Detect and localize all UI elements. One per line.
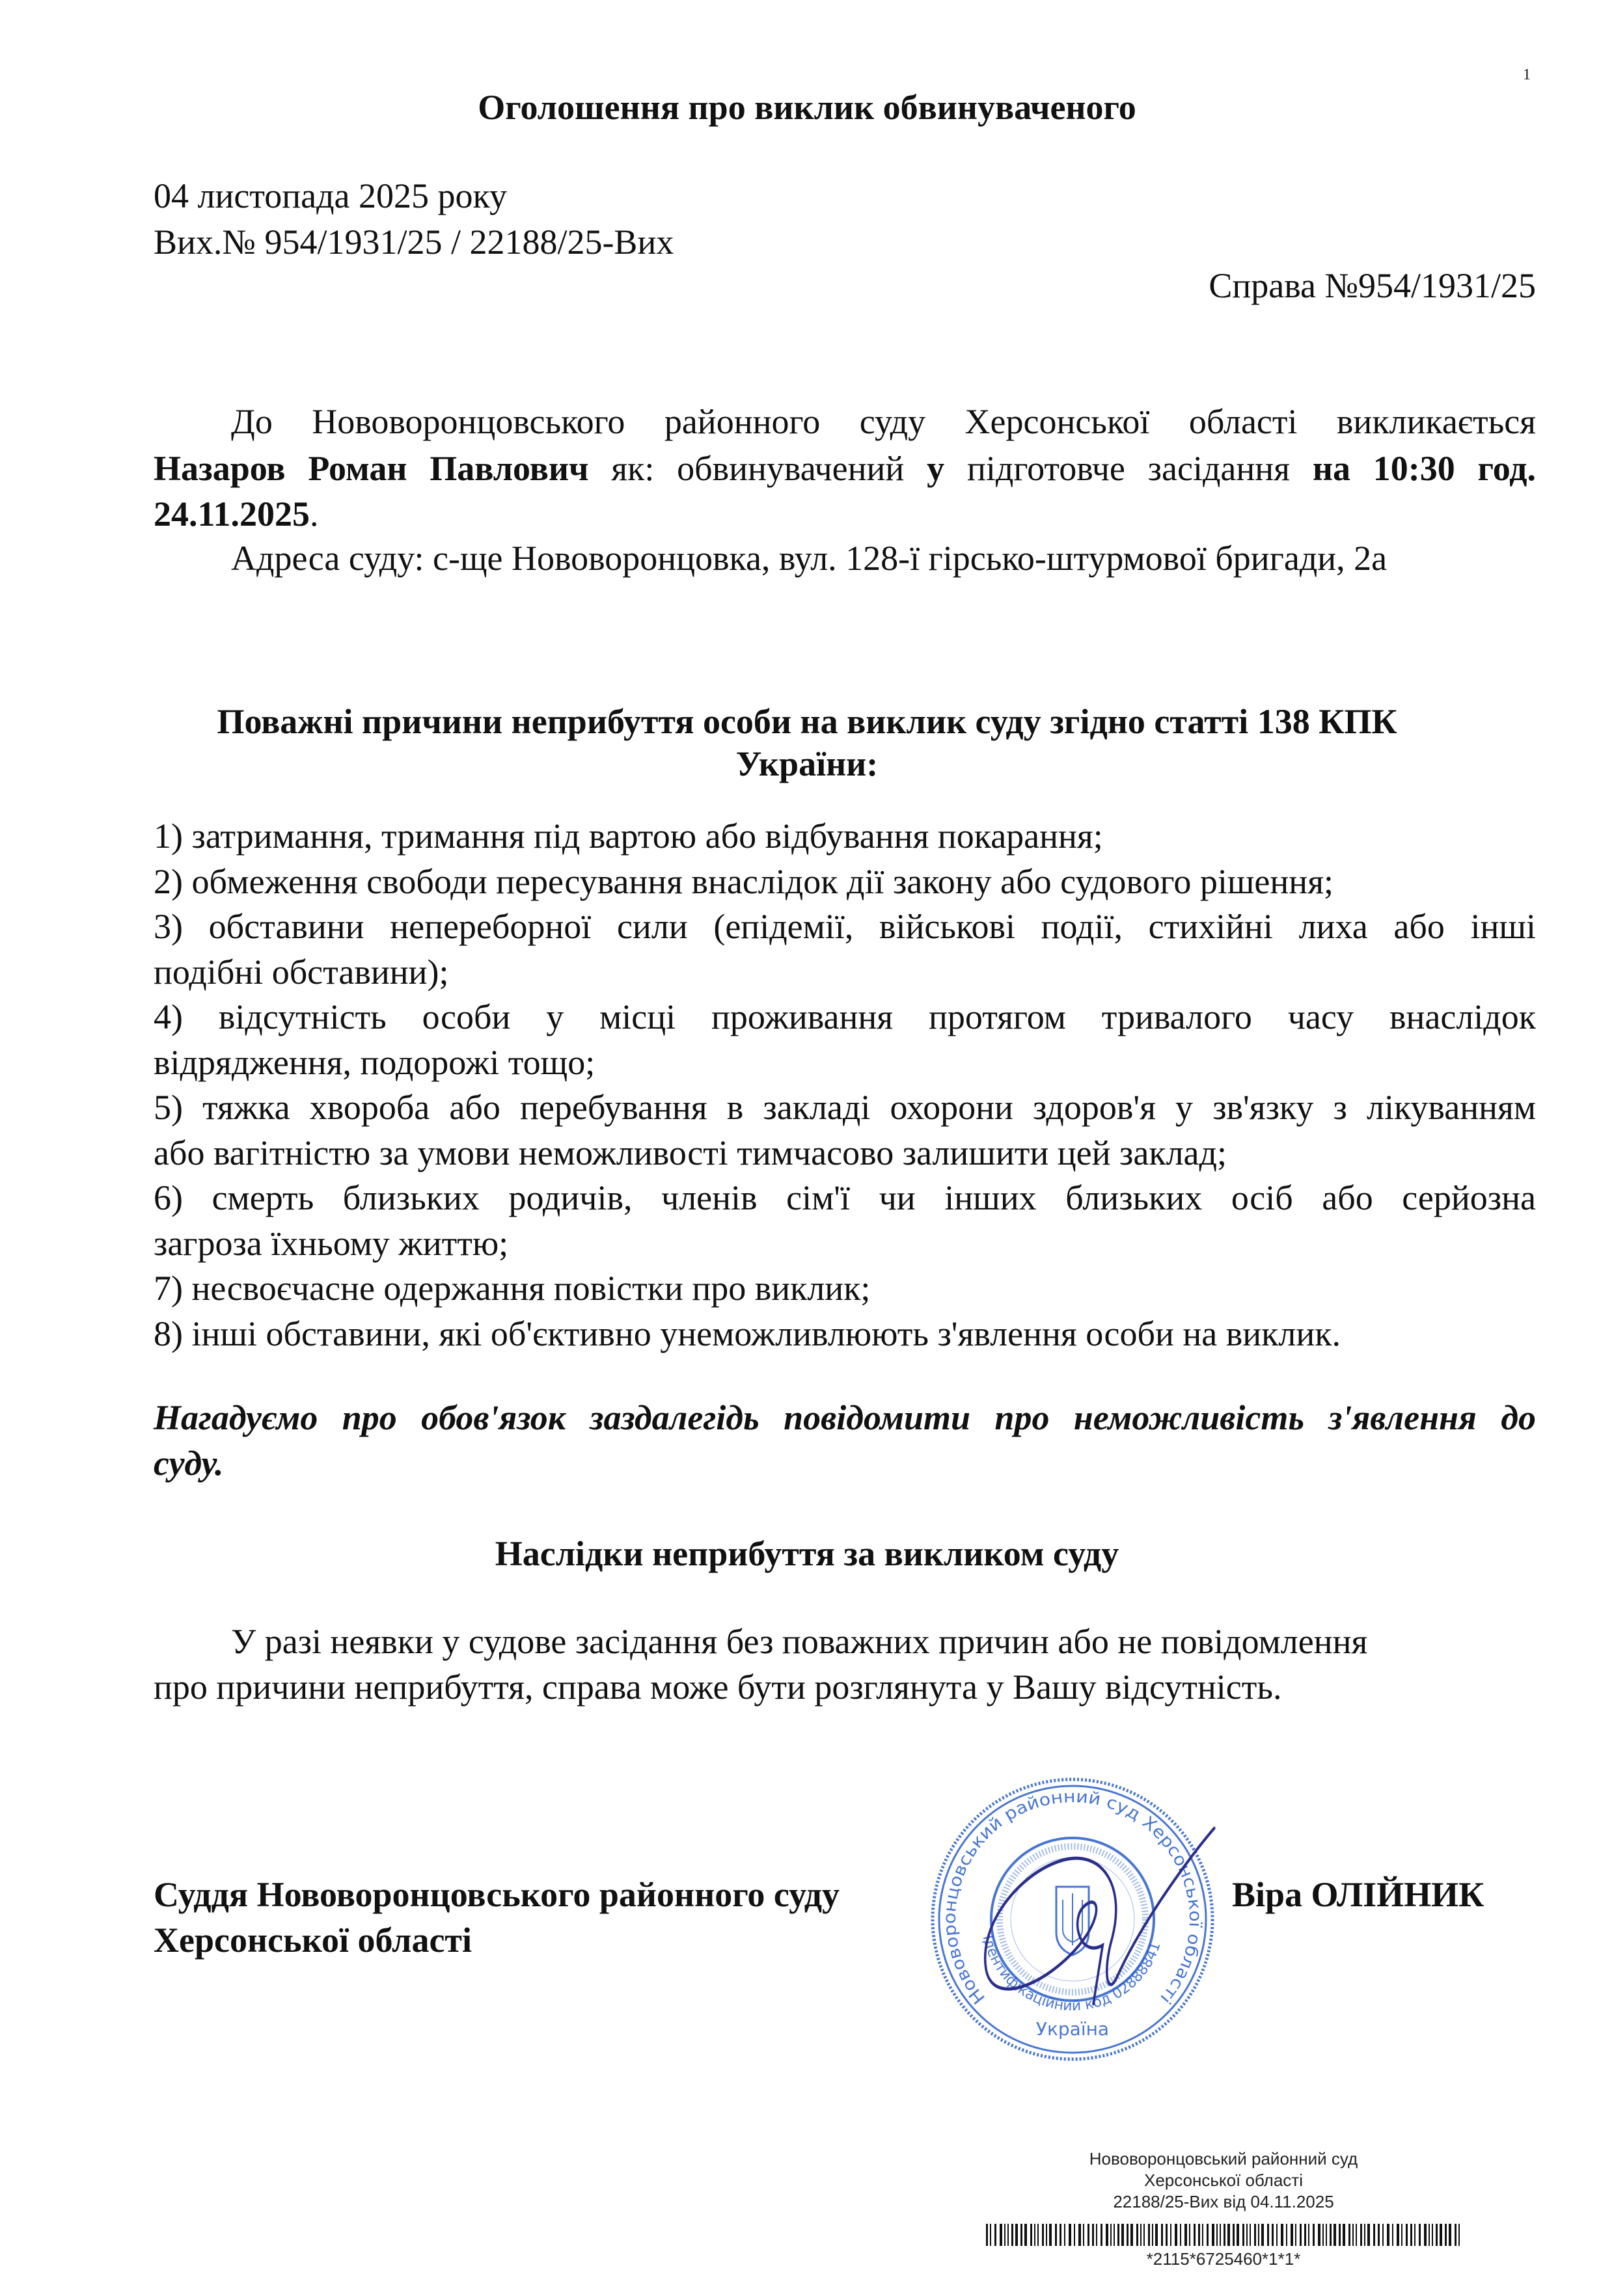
reminder-line1: Нагадуємо про обов'язок заздалегідь повідомити про неможливість з'явлення до <box>154 1398 1536 1437</box>
barcode-bar <box>1117 2224 1119 2246</box>
barcode-bar <box>1334 2224 1336 2246</box>
barcode-bar <box>1237 2224 1239 2246</box>
footer-region: Херсонської області <box>1144 2170 1303 2190</box>
barcode-bar <box>1227 2224 1230 2246</box>
barcode-bar <box>1030 2224 1032 2246</box>
reason-item: 6) смерть близьких родичів, членів сім'ї чи інших близьких осіб або серйозна <box>154 1178 1536 1217</box>
barcode-bar <box>1202 2224 1203 2246</box>
barcode-bar <box>1175 2224 1177 2246</box>
barcode-bar <box>1295 2224 1296 2246</box>
barcode-bar <box>1042 2224 1044 2246</box>
outgoing-number: Вих.№ 954/1931/25 / 22188/25-Вих <box>154 223 674 262</box>
barcode-bar <box>1207 2224 1209 2246</box>
document-date: 04 листопада 2025 року <box>154 176 507 215</box>
barcode-bar <box>1276 2224 1278 2246</box>
barcode-bar <box>1352 2224 1354 2246</box>
barcode-bar <box>1304 2224 1306 2246</box>
barcode-bar <box>1392 2224 1393 2246</box>
barcode-text: *2115*6725460*1*1* <box>1146 2249 1301 2269</box>
judge-position-line1: Суддя Нововоронцовського районного суду <box>154 1875 840 1914</box>
barcode-bar <box>1000 2224 1002 2246</box>
barcode-bar <box>1020 2224 1022 2246</box>
barcode-bar <box>1246 2224 1248 2246</box>
barcode-bar <box>1004 2224 1005 2246</box>
barcode-bar <box>1121 2224 1124 2246</box>
barcode-bar <box>1166 2224 1168 2246</box>
reason-item: 3) обставини непереборної сили (епідемії, військові події, стихійні лиха або інші <box>154 907 1536 946</box>
barcode-bar <box>1220 2224 1221 2246</box>
barcode-bar <box>1152 2224 1153 2246</box>
barcode-bar <box>1419 2224 1421 2246</box>
barcode-bar <box>1410 2224 1412 2246</box>
barcode-bar <box>1440 2224 1442 2246</box>
barcode-bar <box>1143 2224 1145 2246</box>
barcode-bar <box>1194 2224 1196 2246</box>
reasons-heading-line1: Поважні причини неприбуття особи на виклик суду згідно статті 138 КПК <box>217 702 1397 741</box>
reason-item: 1) затримання, тримання під вартою або відбування покарання; <box>154 817 1103 856</box>
page-title: Оголошення про виклик обвинуваченого <box>478 88 1136 127</box>
barcode-bar <box>1364 2224 1365 2246</box>
barcode-bar <box>1148 2224 1150 2246</box>
reason-item-continuation: відрядження, подорожі тощо; <box>154 1042 595 1082</box>
barcode-bar <box>1300 2224 1302 2246</box>
barcode-bar <box>1161 2224 1163 2246</box>
hearing-type: підготовче засідання <box>944 449 1313 488</box>
barcode-bar <box>1382 2224 1384 2246</box>
summons-line2 <box>154 446 1536 491</box>
barcode-bar <box>1330 2224 1332 2246</box>
barcode-bar <box>1254 2224 1256 2246</box>
barcode-bar <box>986 2224 988 2246</box>
barcode-bar <box>1083 2224 1084 2246</box>
summons-line3 <box>154 491 319 537</box>
barcode-bar <box>1064 2224 1065 2246</box>
footer-reg-number: 22188/25-Вих від 04.11.2025 <box>1113 2192 1334 2211</box>
barcode-bar <box>1155 2224 1158 2246</box>
barcode-bar <box>1339 2224 1341 2246</box>
barcode-bar <box>1322 2224 1324 2246</box>
barcode-bar <box>1216 2224 1218 2246</box>
barcode-bar <box>1140 2224 1142 2246</box>
barcode-bar <box>1258 2224 1259 2246</box>
barcode-bar <box>1261 2224 1264 2246</box>
barcode-bar <box>1087 2224 1089 2246</box>
accused-name: Назаров Роман Павлович <box>154 449 589 488</box>
barcode-bar <box>1049 2224 1052 2246</box>
judge-signature <box>963 1809 1224 2017</box>
role-bold: у <box>927 449 945 488</box>
barcode-bar <box>1136 2224 1138 2246</box>
barcode-bar <box>1272 2224 1274 2246</box>
consequences-heading: Наслідки неприбуття за викликом суду <box>495 1534 1119 1573</box>
judge-name: Віра ОЛІЙНИК <box>1232 1875 1484 1914</box>
barcode-bar <box>1024 2224 1027 2246</box>
barcode-bar <box>1401 2224 1402 2246</box>
barcode-bar <box>1015 2224 1018 2246</box>
reason-item: 5) тяжка хвороба або перебування в закладі охорони здоров'я у зв'язку з лікуванням <box>154 1088 1536 1127</box>
barcode <box>986 2224 1464 2246</box>
barcode-bar <box>1406 2224 1408 2246</box>
barcode-bar <box>1397 2224 1399 2246</box>
barcode-bar <box>1007 2224 1009 2246</box>
barcode-bar <box>1432 2224 1433 2246</box>
barcode-bar <box>1114 2224 1115 2246</box>
barcode-bar <box>1170 2224 1171 2246</box>
barcode-bar <box>994 2224 996 2246</box>
barcode-bar <box>1092 2224 1094 2246</box>
barcode-bar <box>1037 2224 1039 2246</box>
reason-item-continuation: або вагітністю за умови неможливості тимчасово залишити цей заклад; <box>154 1133 1227 1172</box>
barcode-bar <box>1343 2224 1345 2246</box>
reason-item: 2) обмеження свободи пересування внаслідок дії закону або судового рішення; <box>154 861 1334 901</box>
barcode-bar <box>1060 2224 1061 2246</box>
barcode-bar <box>1130 2224 1133 2246</box>
barcode-bar <box>1101 2224 1102 2246</box>
barcode-bar <box>1455 2224 1457 2246</box>
consequences-line2: про причини неприбуття, справа може бути розглянута у Вашу відсутність. <box>154 1668 1282 1707</box>
barcode-bar <box>1184 2224 1187 2246</box>
barcode-bar <box>1242 2224 1244 2246</box>
hearing-date-suffix: . <box>310 494 319 533</box>
barcode-bar <box>1198 2224 1200 2246</box>
barcode-bar <box>1436 2224 1438 2246</box>
barcode-bar <box>1348 2224 1350 2246</box>
barcode-bar <box>1180 2224 1181 2246</box>
barcode-bar <box>1291 2224 1293 2246</box>
reason-item: 8) інші обставини, які об'єктивно унеможливлюють з'явлення особи на виклик. <box>154 1314 1341 1353</box>
stamp-outer-text: Нововоронцовський районний суд Херсонської області <box>940 1787 1205 2008</box>
barcode-bar <box>1286 2224 1287 2246</box>
barcode-bar <box>1078 2224 1081 2246</box>
barcode-bar <box>1224 2224 1225 2246</box>
barcode-bar <box>1055 2224 1057 2246</box>
reason-item: 7) несвоєчасне одержання повістки про виклик; <box>154 1269 871 1308</box>
barcode-bar <box>1074 2224 1075 2246</box>
reasons-heading-line2: України: <box>735 744 879 783</box>
barcode-bar <box>1096 2224 1097 2246</box>
barcode-bar <box>1458 2224 1460 2246</box>
barcode-bar <box>1360 2224 1362 2246</box>
hearing-date: 24.11.2025 <box>154 494 310 533</box>
barcode-bar <box>1233 2224 1235 2246</box>
barcode-bar <box>1429 2224 1430 2246</box>
barcode-bar <box>1318 2224 1320 2246</box>
hearing-time: на 10:30 год. <box>1312 449 1536 488</box>
barcode-bar <box>1046 2224 1047 2246</box>
barcode-bar <box>1127 2224 1128 2246</box>
role-text: як: обвинувачений <box>588 449 927 488</box>
barcode-bar <box>990 2224 991 2246</box>
barcode-bar <box>1034 2224 1035 2246</box>
barcode-bar <box>1445 2224 1447 2246</box>
barcode-bar <box>1378 2224 1380 2246</box>
barcode-bar <box>1189 2224 1190 2246</box>
barcode-bar <box>1313 2224 1315 2246</box>
barcode-bar <box>1356 2224 1357 2246</box>
barcode-bar <box>1424 2224 1427 2246</box>
barcode-bar <box>1110 2224 1112 2246</box>
barcode-bar <box>1267 2224 1269 2246</box>
barcode-bar <box>1281 2224 1283 2246</box>
barcode-bar <box>1367 2224 1370 2246</box>
barcode-bar <box>1106 2224 1108 2246</box>
barcode-bar <box>1387 2224 1389 2246</box>
barcode-bar <box>1308 2224 1309 2246</box>
barcode-bar <box>1326 2224 1327 2246</box>
reason-item-continuation: подібні обставини); <box>154 952 449 992</box>
reason-item: 4) відсутність особи у місці проживання протягом тривалого часу внаслідок <box>154 997 1536 1036</box>
barcode-bar <box>1449 2224 1451 2246</box>
reason-item-continuation: загроза їхньому життю; <box>154 1223 509 1263</box>
reminder-line2: суду. <box>154 1444 224 1483</box>
barcode-bar <box>1212 2224 1214 2246</box>
consequences-line1: У разі неявки у судове засідання без поважних причин або не повідомлення <box>231 1622 1368 1661</box>
stamp-bottom-text: Україна <box>1035 2018 1110 2040</box>
court-address: Адреса суду: с-ще Нововоронцовка, вул. 128-ї гірсько-штурмової бригади, 2а <box>231 539 1388 578</box>
page-number: 1 <box>1523 66 1531 83</box>
summons-line1: До Нововоронцовського районного суду Херсонської області викликається <box>231 402 1536 441</box>
barcode-bar <box>1069 2224 1071 2246</box>
barcode-bar <box>1011 2224 1013 2246</box>
footer-court-name: Нововоронцовський районний суд <box>1089 2149 1358 2168</box>
barcode-bar <box>1414 2224 1416 2246</box>
barcode-bar <box>1373 2224 1375 2246</box>
judge-position-line2: Херсонської області <box>154 1921 472 1960</box>
barcode-bar <box>1250 2224 1251 2246</box>
stamp-inner-text: Ідентифікаційний код 02888841 <box>979 1934 1164 2015</box>
case-number: Справа №954/1931/25 <box>1209 266 1536 305</box>
